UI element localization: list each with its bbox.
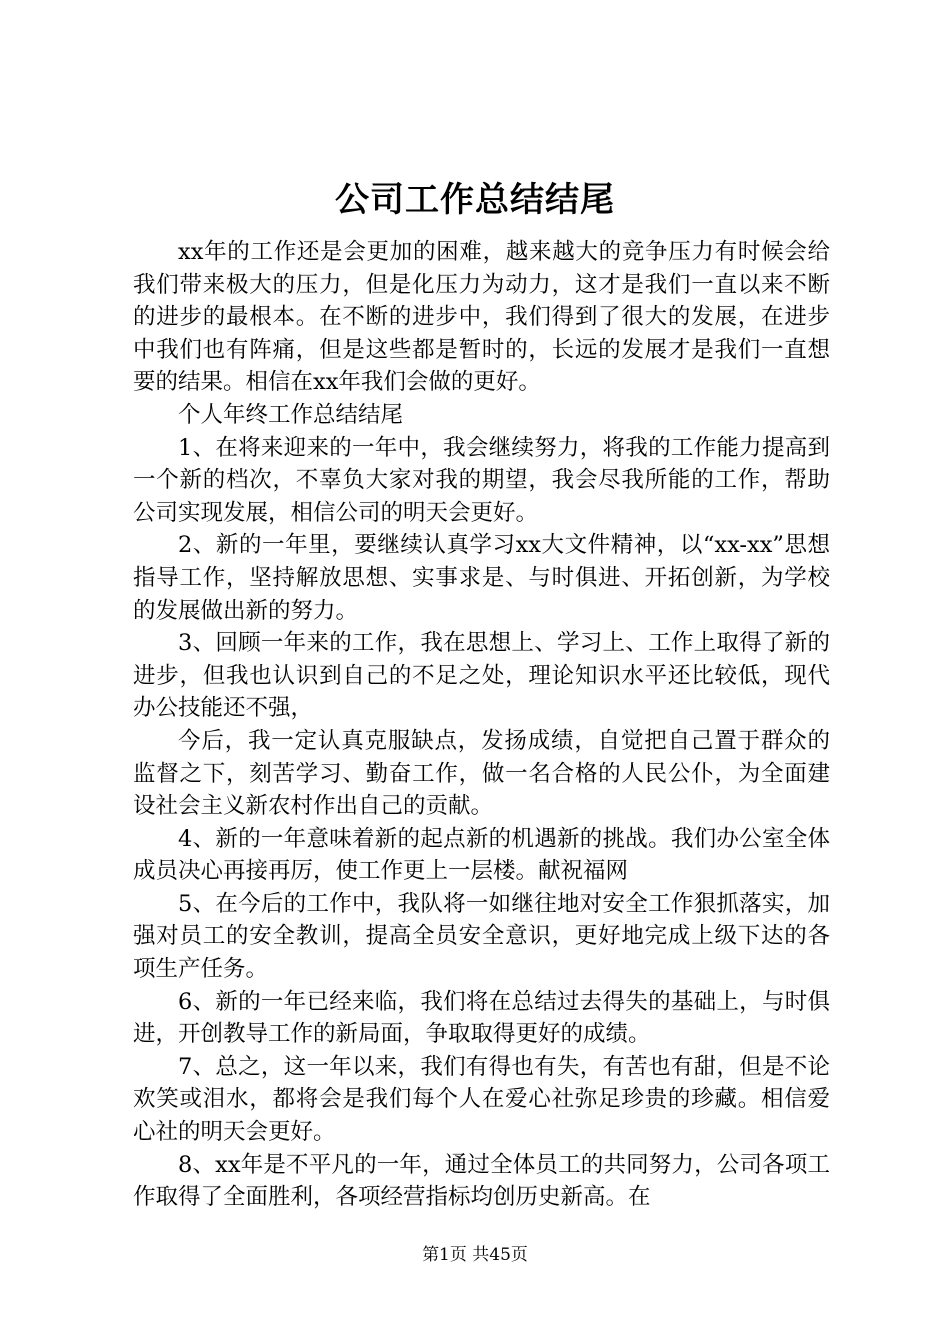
paragraph: 6、新的一年已经来临，我们将在总结过去得失的基础上，与时俱进，开创教导工作的新局面，争取取得更好的成绩。: [133, 988, 830, 1048]
paragraph: 1、在将来迎来的一年中，我会继续努力，将我的工作能力提高到一个新的档次，不辜负大家对我的期望，我会尽我所能的工作，帮助公司实现发展，相信公司的明天会更好。: [133, 434, 830, 526]
paragraph: 3、回顾一年来的工作，我在思想上、学习上、工作上取得了新的进步，但我也认识到自己的不足之处，理论知识水平还比较低，现代办公技能还不强，: [133, 630, 830, 722]
page-number-footer: 第1页 共45页: [422, 1245, 528, 1265]
document-title: 公司工作总结结尾: [335, 180, 615, 220]
document-body: [133, 236, 830, 1214]
section-heading: 个人年终工作总结结尾: [178, 401, 404, 428]
paragraph: 7、总之，这一年以来，我们有得也有失，有苦也有甜，但是不论欢笑或泪水，都将会是我们每个人在爱心社弥足珍贵的珍藏。相信爱心社的明天会更好。: [133, 1053, 830, 1146]
paragraph: 8、xx年是不平凡的一年，通过全体员工的共同努力，公司各项工作取得了全面胜利，各项经营指标均创历史新高。在: [133, 1151, 830, 1211]
paragraph: 今后，我一定认真克服缺点，发扬成绩，自觉把自己置于群众的监督之下，刻苦学习、勤奋工作，做一名合格的人民公仆，为全面建设社会主义新农村作出自己的贡献。: [133, 727, 830, 820]
paragraph: 5、在今后的工作中，我队将一如继往地对安全工作狠抓落实，加强对员工的安全教训，提高全员安全意识，更好地完成上级下达的各项生产任务。: [133, 890, 830, 983]
paragraph: 4、新的一年意味着新的起点新的机遇新的挑战。我们办公室全体成员决心再接再厉，使工作更上一层楼。献祝福网: [133, 825, 830, 885]
paragraph: 2、新的一年里，要继续认真学习xx大文件精神，以“xx-xx”思想指导工作，坚持解放思想、实事求是、与时俱进、开拓创新，为学校的发展做出新的努力。: [133, 532, 830, 624]
paragraph: xx年的工作还是会更加的困难，越来越大的竞争压力有时候会给我们带来极大的压力，但是化压力为动力，这才是我们一直以来不断的进步的最根本。在不断的进步中，我们得到了很大的发展，在进步中我们也有阵痛，但是这些都是暂时的，长远的发展才是我们一直想要的结果。相信在xx年我们会做的更好。: [133, 239, 830, 396]
